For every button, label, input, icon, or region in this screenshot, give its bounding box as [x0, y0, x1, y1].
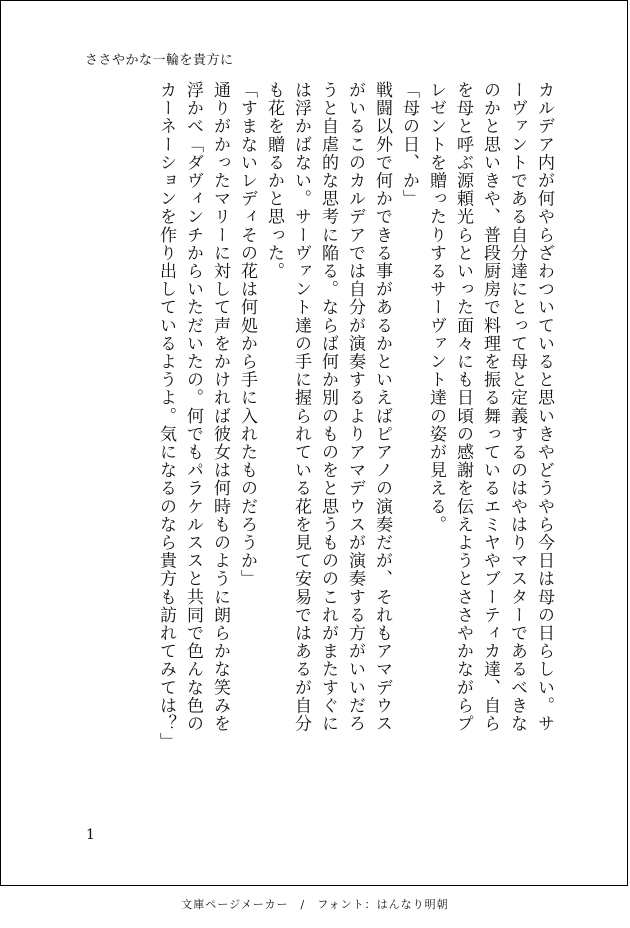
text-line-11: も花を贈るかと思った。	[264, 81, 284, 281]
text-line-1: カルデア内が何やらざわついていると思いきやどうやら今日は母の日らしい。サ	[534, 81, 554, 733]
text-line-12: 「すまないレディその花は何処から手に入れたものだろうか」	[237, 81, 257, 588]
text-line-7: 戦闘以外で何かできる事があるかといえばピアノの演奏だが、それもアマデウス	[372, 81, 392, 733]
body-text	[57, 81, 557, 821]
text-line-4: を母と呼ぶ源頼光らといった面々にも日頃の感謝を伝えようとささやかながらプ	[453, 81, 473, 733]
text-line-5: レゼントを贈ったりするサーヴァント達の姿が見える。	[426, 81, 446, 534]
text-line-14: 浮かべ「ダヴィンチからいただいたの。何でもパラケルススと共同で色んな色の	[183, 81, 203, 733]
running-title: ささやかな一輪を貴方に	[85, 53, 234, 68]
text-line-9: うと自虐的な思考に陥る。ならば何か別のものをと思うもののこれがまたすぐに	[318, 81, 338, 733]
text-line-8: がいるこのカルデアでは自分が演奏するよりアマデウスが演奏する方がいいだろ	[345, 81, 365, 733]
footer-credit: 文庫ページメーカー / フォント：はんなり明朝	[181, 898, 449, 911]
text-line-13: 通りがかったマリーに対して声をかければ彼女は何時ものように朗らかな笑みを	[210, 81, 230, 733]
text-line-2: ーヴァントである自分達にとって母と定義するのはやはりマスターであるべきな	[507, 81, 527, 733]
text-line-15: カーネーションを作り出しているようよ。気になるのなら貴方も訪れてみては？」	[156, 81, 176, 751]
page-number: 1	[86, 827, 95, 843]
text-line-6: 「母の日、か」	[399, 81, 419, 208]
text-line-10: は浮かばない。サーヴァント達の手に握られている花を見て安易ではあるが自分	[291, 81, 311, 733]
text-line-3: のかと思いきや、普段厨房で料理を振る舞っているエミヤやブーティカ達、自ら	[480, 81, 500, 733]
